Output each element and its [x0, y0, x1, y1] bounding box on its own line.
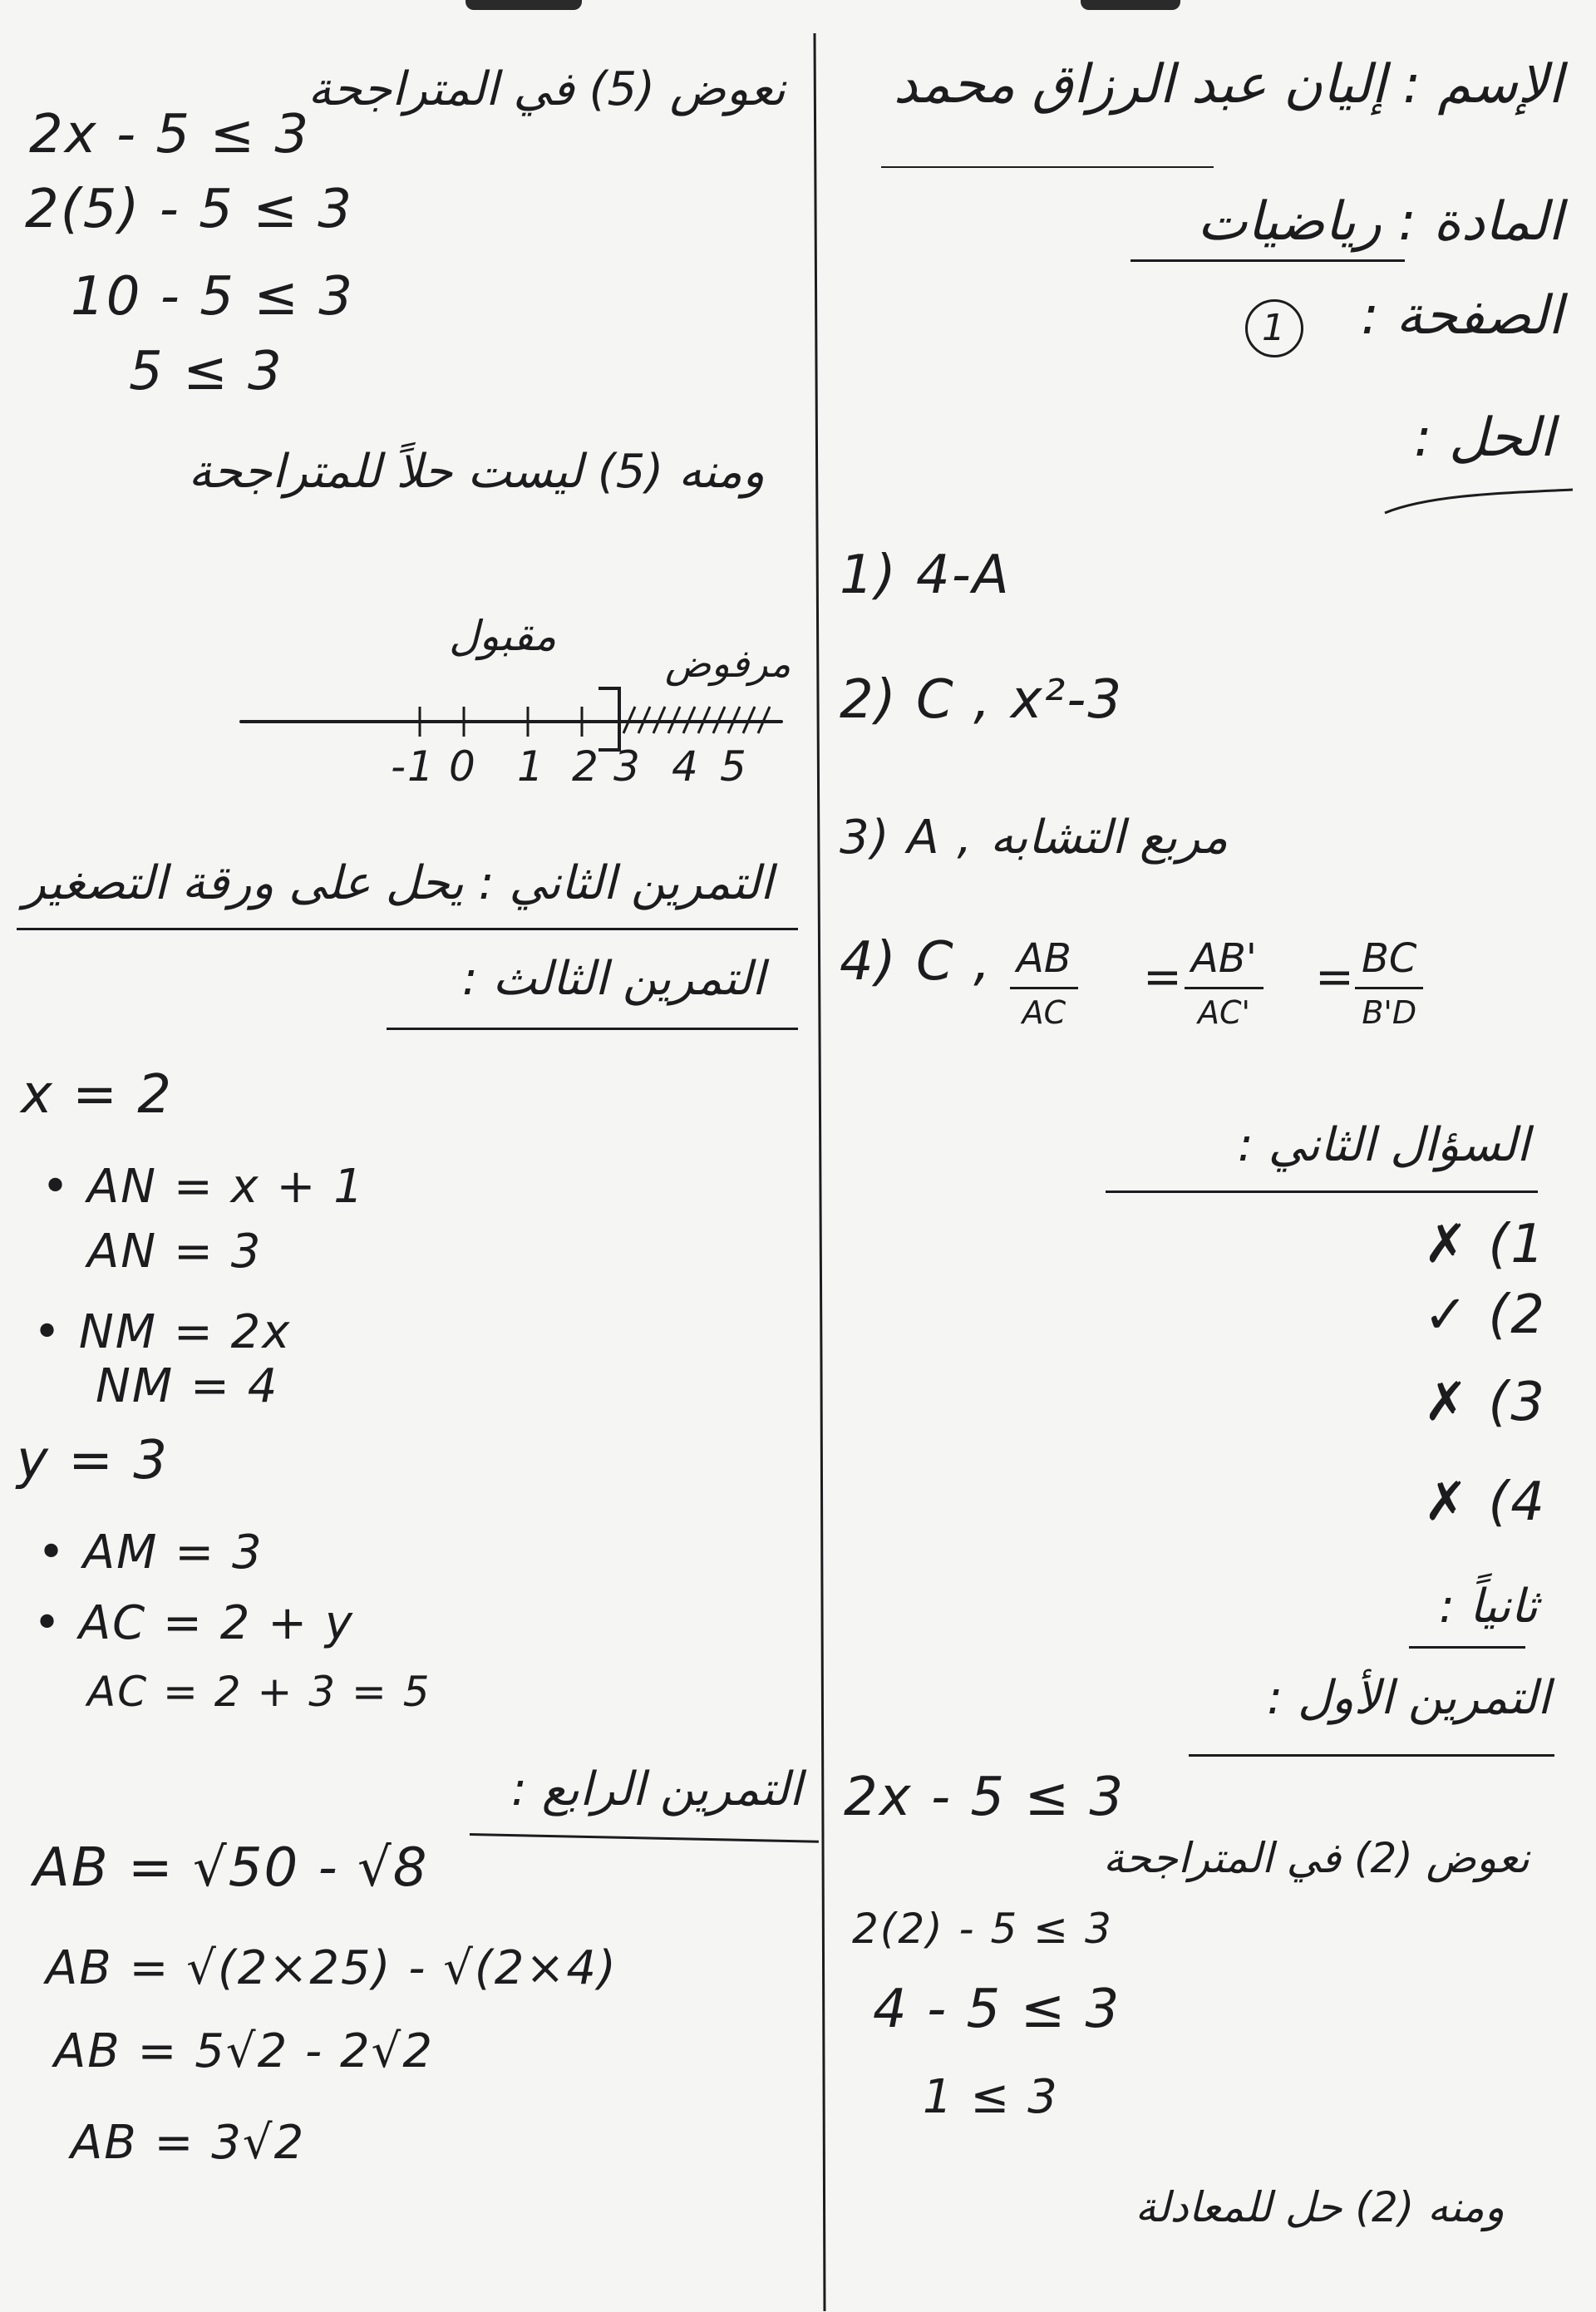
true-false-3: 3) ✗: [1423, 1372, 1546, 1433]
equals-sign: =: [1143, 950, 1184, 1004]
accepted-label: مقبول: [449, 612, 557, 660]
exercise-4-line-3: AB = 5√2 - 2√2: [54, 2024, 434, 2078]
exercise-1-underline: [1189, 1754, 1554, 1757]
exercise-4-line-2: AB = √(2×25) - √(2×4): [46, 1941, 618, 1995]
exercise-3-line-6: y = 3: [17, 1430, 169, 1491]
exercise-1-line-6: ومنه (2) حل للمعادلة: [1135, 2183, 1505, 2231]
exercise-1-title: التمرين الأول :: [1267, 1671, 1550, 1725]
tick-label: 3: [613, 742, 642, 791]
fraction-numerator: BC: [1355, 935, 1423, 989]
exercise-3-underline: [387, 1028, 798, 1030]
substitute-5-line-2: 2(5) - 5 ≤ 3: [25, 179, 353, 240]
exercise-1-line-3: 2(2) - 5 ≤ 3: [852, 1905, 1113, 1953]
fraction-numerator: AB: [1010, 935, 1078, 989]
fraction-denominator: AC': [1197, 994, 1250, 1031]
name-underline: [881, 166, 1214, 168]
substitute-5-line-1: 2x - 5 ≤ 3: [29, 104, 311, 165]
exercise-3-line-7: • AM = 3: [37, 1526, 264, 1580]
substitute-5-line-3: 10 - 5 ≤ 3: [71, 266, 354, 328]
fraction-denominator: B'D: [1362, 994, 1417, 1031]
true-false-2: 2) ✓: [1423, 1284, 1546, 1346]
fraction-denominator: AC: [1022, 994, 1066, 1031]
page-number: 1: [1245, 299, 1303, 357]
fraction-ab-prime-ac-prime: [1185, 935, 1264, 1031]
exercise-3-line-4: • NM = 2x: [33, 1305, 292, 1359]
rejected-label: مرفوض: [665, 641, 791, 686]
exercise-2-line: التمرين الثاني : يحل على ورقة التصغير: [22, 856, 773, 910]
fraction-numerator: AB': [1185, 935, 1264, 989]
exercise-1-line-4: 4 - 5 ≤ 3: [873, 1979, 1121, 2040]
page-label: الصفحة :: [1361, 285, 1563, 347]
question-2-underline: [1106, 1191, 1538, 1193]
number-line: [233, 682, 798, 781]
page-divider: [798, 33, 848, 2311]
exercise-4-title: التمرين الرابع :: [511, 1762, 802, 1817]
exercise-1-line-1: 2x - 5 ≤ 3: [844, 1767, 1126, 1828]
student-name: الإسم : إليان عبد الرزاق محمد: [893, 54, 1563, 116]
tick-label: -1: [391, 742, 436, 791]
exercise-3-title: التمرين الثالث :: [461, 952, 765, 1006]
exercise-3-line-5: NM = 4: [96, 1359, 279, 1413]
tick-label: 4: [672, 742, 700, 791]
exercise-1-line-2: نعوض (2) في المتراجحة: [1103, 1834, 1530, 1882]
exercise-3-line-3: AN = 3: [87, 1225, 263, 1279]
exercise-3-line-2: • AN = x + 1: [42, 1160, 365, 1214]
solution-underline: [1380, 478, 1579, 520]
true-false-1: 1) ✗: [1423, 1214, 1546, 1275]
subject-underline: [1130, 259, 1405, 262]
top-edge-shadow: [1081, 0, 1180, 10]
answer-2: 2) C , x²-3: [840, 669, 1124, 731]
answer-4-prefix: 4) C ,: [840, 931, 993, 993]
exercise-4-line-4: AB = 3√2: [71, 2116, 306, 2170]
tick-label: 0: [449, 742, 477, 791]
tick-label: 1: [517, 742, 545, 791]
true-false-4: 4) ✗: [1423, 1471, 1546, 1533]
top-edge-shadow: [466, 0, 582, 10]
solution-label: الحل :: [1414, 407, 1554, 469]
exercise-4-line-1: AB = √50 - √8: [33, 1837, 429, 1899]
tick-label: 2: [572, 742, 600, 791]
second-label-underline: [1409, 1646, 1525, 1649]
exercise-3-line-8: • AC = 2 + y: [33, 1596, 355, 1650]
tick-label: 5: [720, 742, 748, 791]
fraction-bc-bprime-d: [1355, 935, 1423, 1031]
fraction-ab-ac: [1010, 935, 1078, 1031]
answer-3: 3) A , مربع التشابه: [840, 811, 1229, 865]
exercise-3-line-1: x = 2: [21, 1064, 173, 1126]
question-2-title: السؤال الثاني :: [1237, 1118, 1530, 1172]
equals-sign: =: [1315, 950, 1356, 1004]
subject-line: المادة : رياضيات: [1197, 191, 1563, 253]
exercise-3-line-9: AC = 2 + 3 = 5: [87, 1668, 431, 1716]
exercise-1-line-5: 1 ≤ 3: [923, 2070, 1059, 2124]
substitute-5-conclusion: ومنه (5) ليست حلاً للمتراجحة: [188, 445, 765, 499]
substitute-5-label: نعوض (5) في المتراجحة: [308, 62, 786, 116]
second-label: ثانياً :: [1439, 1580, 1538, 1634]
answer-1: 1) 4-A: [840, 545, 1011, 606]
exercise-4-underline: [470, 1833, 819, 1843]
substitute-5-line-4: 5 ≤ 3: [129, 341, 283, 402]
exercise-2-underline: [17, 928, 798, 930]
